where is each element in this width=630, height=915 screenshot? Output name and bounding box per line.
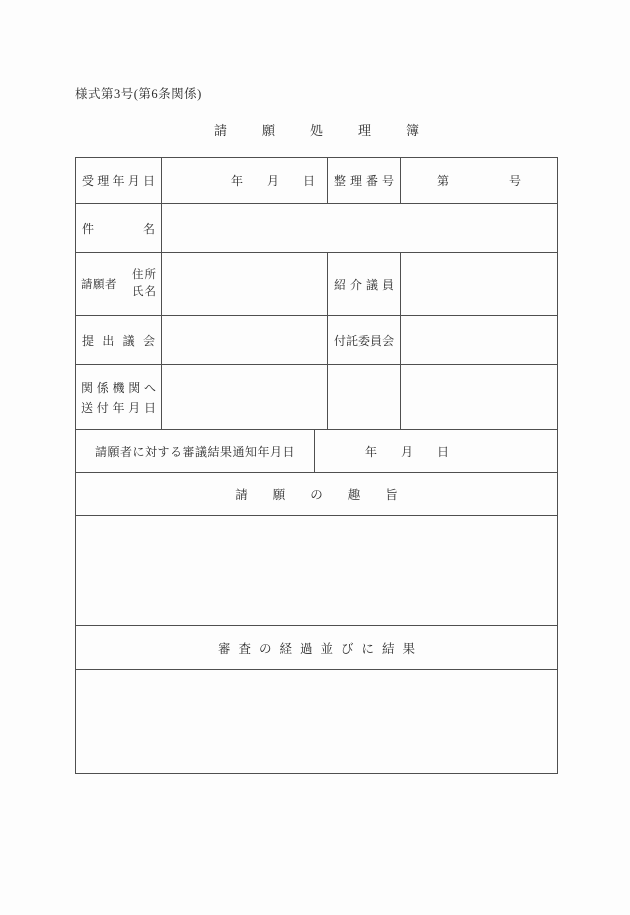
row-receipt-date [76, 158, 557, 204]
purport-header: 請願の趣旨 [235, 488, 423, 502]
subject-label-cell [76, 204, 162, 252]
petitioner-label: 請願者 [81, 279, 117, 291]
referred-committee-label: 付 託 委 員 会 [334, 333, 395, 348]
reference-number-value-cell [401, 158, 557, 203]
petitioner-label-cell [76, 253, 162, 315]
document-title [75, 120, 558, 139]
purport-content-cell [76, 516, 557, 625]
result-notice-label-cell [76, 430, 315, 472]
submitted-assembly-label-cell [76, 316, 162, 364]
document-title-text: 請願処理簿 [213, 123, 454, 138]
purport-header-cell [76, 473, 557, 515]
row-purport-header [76, 473, 557, 516]
subject-value-cell [162, 204, 557, 252]
receipt-date-value: 年 月 日 [230, 174, 315, 188]
review-header-cell [76, 626, 557, 669]
petitioner-value-cell [162, 253, 328, 315]
sent-to-agency-extra-cell-2 [401, 365, 557, 429]
row-purport-content [76, 516, 557, 626]
result-notice-label: 請願者に対する審議結果通知年月日 [94, 444, 295, 459]
receipt-date-label-cell [76, 158, 162, 203]
form-code: 様式第3号(第6条関係) [75, 87, 202, 101]
review-content-cell [76, 670, 557, 773]
review-header: 審査の経過並びに結果 [217, 641, 423, 656]
result-notice-value: 年 月 日 [365, 444, 450, 459]
introducing-member-value-cell [401, 253, 557, 315]
row-subject [76, 204, 557, 253]
row-result-notice [76, 430, 557, 473]
sent-to-agency-label-line2: 送 付 年 月 日 [81, 400, 156, 415]
row-submitted-assembly [76, 316, 557, 365]
sent-to-agency-label-line1: 関 係 機 関 へ [81, 380, 156, 395]
row-review-content [76, 670, 557, 773]
subject-label: 件 名 [82, 221, 155, 236]
reference-number-value: 第 号 [436, 174, 521, 188]
row-petitioner [76, 253, 557, 316]
petitioner-address-sublabel: 住所 [132, 269, 157, 282]
referred-committee-value-cell [401, 316, 557, 364]
submitted-assembly-label: 提 出 議 会 [82, 333, 155, 348]
row-sent-to-agency [76, 365, 557, 430]
row-review-header [76, 626, 557, 670]
result-notice-value-cell [315, 430, 557, 472]
introducing-member-label-cell [328, 253, 401, 315]
sent-to-agency-label-cell [76, 365, 162, 429]
introducing-member-label: 紹 介 議 員 [334, 277, 394, 292]
submitted-assembly-value-cell [162, 316, 328, 364]
petitioner-name-sublabel: 氏名 [132, 286, 157, 298]
reference-number-label: 整 理 番 号 [334, 174, 394, 188]
petition-register-table [75, 157, 558, 774]
receipt-date-label: 受 理 年 月 日 [82, 174, 155, 188]
referred-committee-label-cell [328, 316, 401, 364]
sent-to-agency-value-cell [162, 365, 328, 429]
reference-number-label-cell [328, 158, 401, 203]
receipt-date-value-cell [162, 158, 328, 203]
sent-to-agency-extra-cell-1 [328, 365, 401, 429]
